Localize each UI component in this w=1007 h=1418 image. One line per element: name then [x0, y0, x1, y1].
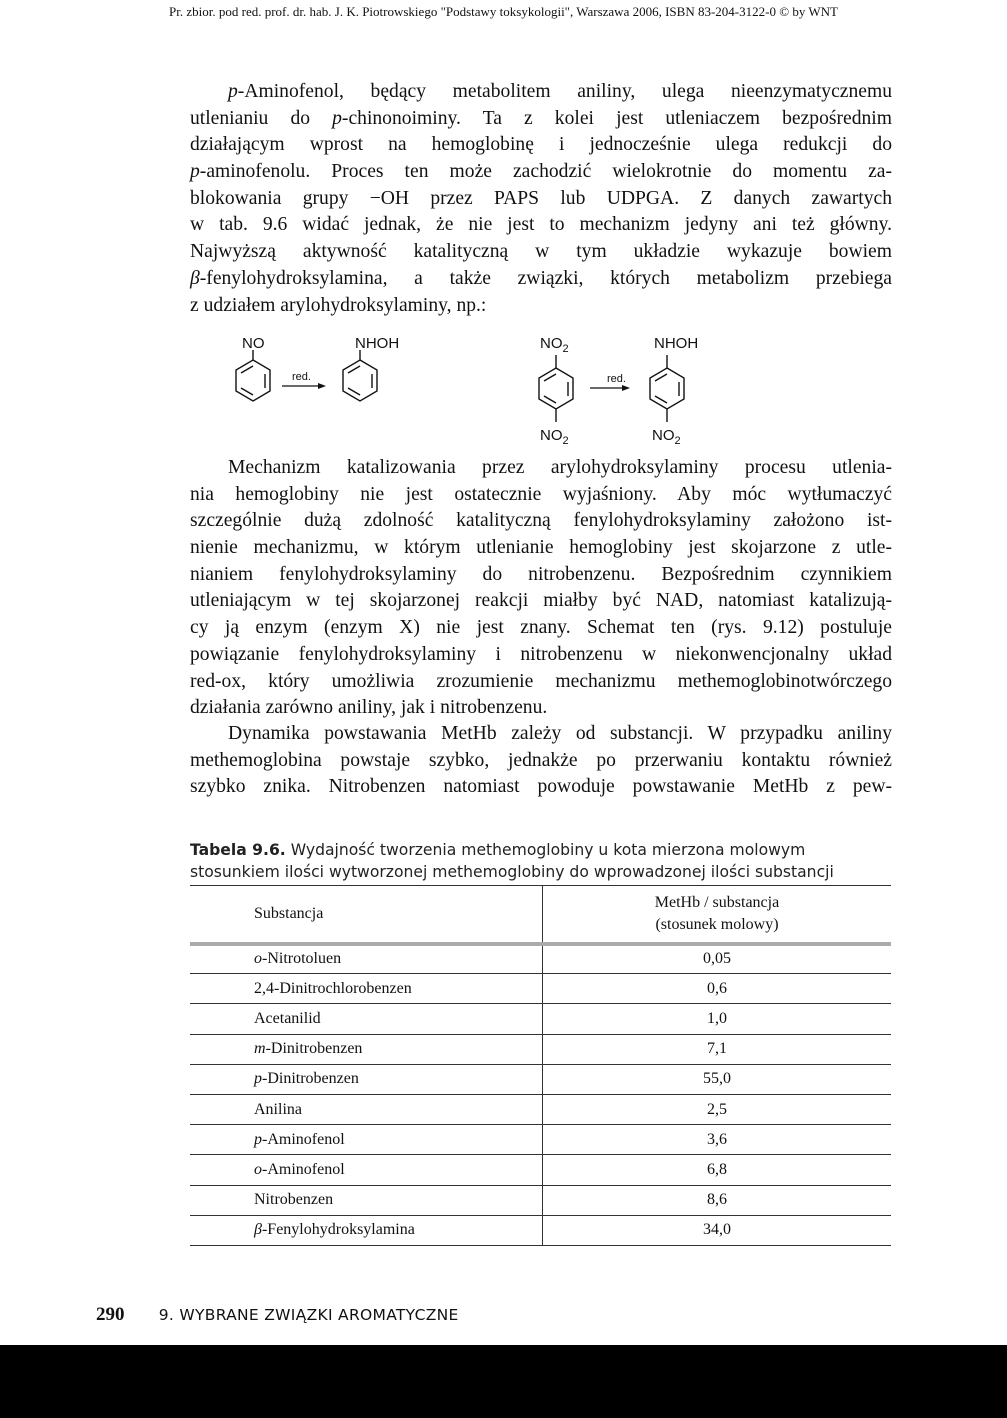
text-line: cy ją enzym (enzym X) nie jest znany. Schemat ten (rys. 9.12) postuluje — [190, 617, 892, 639]
text-line: z udziałem arylohydroksylaminy, np.: — [190, 294, 487, 316]
p-nitrophenylhydroxylamine-structure — [650, 355, 684, 422]
ratio-cell: 8,6 — [543, 1185, 892, 1215]
ratio-cell: 55,0 — [543, 1064, 892, 1094]
text-line: p-aminofenolu. Proces ten może zachodzić wielokrotnie do momentu za- — [190, 161, 892, 183]
ratio-cell: 34,0 — [543, 1215, 892, 1245]
table-caption: Tabela 9.6. Wydajność tworzenia methemoglobiny u kota mierzona molowym stosunkiem ilości wytworzonej methemoglobiny do wprowadzonej ilości substancji — [190, 841, 834, 881]
table-row — [190, 1185, 891, 1215]
text-line: szczególnie dużą zdolność katalityczną fenylohydroksylaminy założono ist- — [190, 510, 892, 532]
text-line: utlenianiu do p-chinonoiminy. Ta z kolei jest utleniaczem bezpośrednim — [190, 107, 892, 129]
substance-cell: o-Aminofenol — [190, 1155, 543, 1185]
text-line: szybko znika. Nitrobenzen natomiast powoduje powstawanie MetHb z pew- — [190, 776, 892, 798]
nitro-group-product-label: $NO_2$ — [652, 427, 681, 447]
reaction-arrowhead-right — [622, 385, 630, 391]
page-number: 290 — [96, 1304, 125, 1325]
table-row — [190, 1155, 891, 1185]
hydroxylamine-group-right-label: NHOH — [654, 335, 699, 352]
phenylhydroxylamine-structure — [343, 350, 377, 401]
table-row — [190, 944, 891, 974]
page-footer — [96, 1304, 459, 1326]
substance-cell: m-Dinitrobenzen — [190, 1034, 543, 1064]
nitro-group-top-label: $NO_2$ — [540, 335, 569, 355]
reaction-arrowhead-left — [318, 383, 326, 389]
text-line: nianiem fenylohydroksylaminy do nitrobenzenu. Bezpośrednim czynnikiem — [190, 563, 892, 585]
ratio-cell: 0,6 — [543, 974, 892, 1004]
nitrosobenzene-structure — [236, 350, 270, 401]
nitroso-group-label: NO — [242, 335, 265, 352]
text-line: p-Aminofenol, będący metabolitem aniliny, ulega nieenzymatycznemu — [228, 81, 892, 102]
p-dinitrobenzene-structure — [539, 355, 573, 422]
substance-cell: 2,4-Dinitrochlorobenzen — [190, 974, 543, 1004]
ratio-cell: 1,0 — [543, 1004, 892, 1034]
table-header-row — [190, 886, 891, 944]
substance-cell: Nitrobenzen — [190, 1185, 543, 1215]
text-line: Dynamika powstawania MetHb zależy od substancji. W przypadku aniliny — [228, 723, 892, 744]
copyright-header: Pr. zbior. pod red. prof. dr. hab. J. K. Piotrowskiego "Podstawy toksykologii", Warszawa 2006, ISBN 83-204-3122-0 © by WNT — [169, 4, 838, 19]
chapter-title: 9. WYBRANE ZWIĄZKI AROMATYCZNE — [158, 1306, 459, 1324]
hydroxylamine-group-label: NHOH — [355, 335, 400, 352]
text-line: β-fenylohydroksylamina, a także związki, których metabolizm przebiega — [190, 267, 892, 289]
text-line: methemoglobina powstaje szybko, jednakże po przerwaniu kontaktu również — [190, 749, 892, 771]
text-line: nia hemoglobiny nie jest ostatecznie wyjaśniony. Aby móc wytłumaczyć — [190, 483, 892, 505]
table-caption-label: Tabela 9.6. — [190, 841, 286, 859]
column-header-substance: Substancja — [190, 886, 543, 944]
paragraph-2 — [190, 455, 892, 722]
table-row — [190, 974, 891, 1004]
substance-cell: o-Nitrotoluen — [190, 944, 543, 974]
ratio-cell: 0,05 — [543, 944, 892, 974]
ratio-cell: 6,8 — [543, 1155, 892, 1185]
ratio-cell: 2,5 — [543, 1094, 892, 1124]
text-line: działającym wprost na hemoglobinę i jednocześnie ulega redukcji do — [190, 134, 892, 156]
ratio-cell: 7,1 — [543, 1034, 892, 1064]
table-row — [190, 1034, 891, 1064]
ratio-cell: 3,6 — [543, 1125, 892, 1155]
text-line: nienie mechanizmu, w którym utlenianie hemoglobiny jest skojarzone z utle- — [190, 537, 892, 559]
text-line: Mechanizm katalizowania przez arylohydroksylaminy procesu utlenia- — [228, 457, 892, 478]
table-row — [190, 1004, 891, 1034]
column-header-ratio: MetHb / substancja (stosunek molowy) — [543, 886, 892, 944]
substance-cell: Anilina — [190, 1094, 543, 1124]
table-row — [190, 1215, 891, 1245]
paragraph-1 — [190, 79, 892, 319]
reduction-label-right: red. — [607, 373, 626, 385]
methemoglobin-table — [190, 885, 891, 1246]
nitro-group-bottom-label: $NO_2$ — [540, 427, 569, 447]
substance-cell: p-Dinitrobenzen — [190, 1064, 543, 1094]
text-line: red-ox, który umożliwia zrozumienie mechanizmu methemoglobinotwórczego — [190, 670, 892, 692]
text-line: działania zarówno aniliny, jak i nitrobenzenu. — [190, 697, 548, 719]
text-line: powiązanie fenylohydroksylaminy i nitrobenzenu w niekonwencjonalny układ — [190, 643, 892, 665]
table-row — [190, 1125, 891, 1155]
table-row — [190, 1064, 891, 1094]
substance-cell: Acetanilid — [190, 1004, 543, 1034]
text-line: blokowania grupy −OH przez PAPS lub UDPGA. Z danych zawartych — [190, 187, 892, 209]
reduction-scheme — [190, 330, 710, 448]
text-line: Najwyższą aktywność katalityczną w tym układzie wykazuje bowiem — [190, 241, 892, 263]
table-row — [190, 1094, 891, 1124]
substance-cell: p-Aminofenol — [190, 1125, 543, 1155]
reduction-label-left: red. — [292, 371, 311, 383]
text-line: w tab. 9.6 widać jednak, że nie jest to mechanizm jedyny ani też główny. — [190, 214, 892, 236]
paragraph-3 — [190, 721, 892, 801]
text-line: utleniającym w tej skojarzonej reakcji miałby być NAD, natomiast katalizują- — [190, 590, 892, 612]
substance-cell: β-Fenylohydroksylamina — [190, 1215, 543, 1245]
